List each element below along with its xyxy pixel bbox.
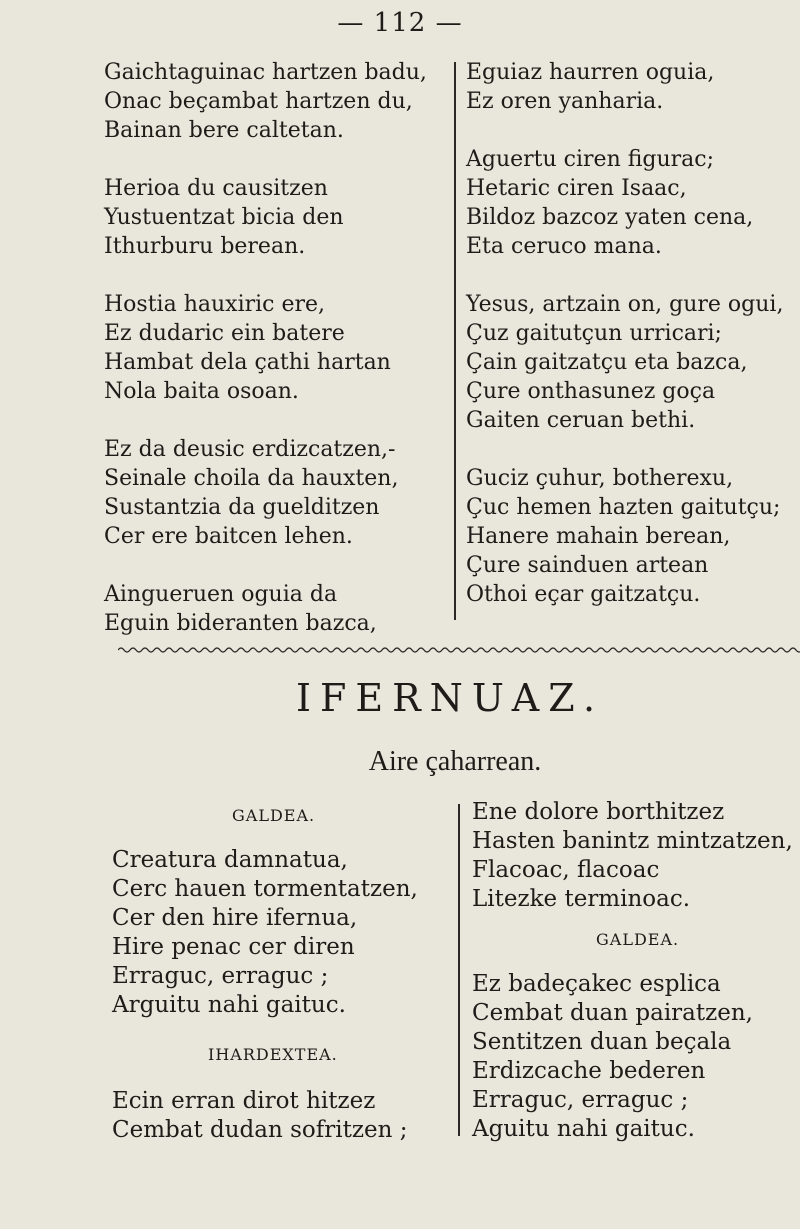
verse-line: Gaiten ceruan bethi. xyxy=(466,408,696,433)
verse-line: Ecin erran dirot hitzez xyxy=(112,1088,376,1114)
verse-line: Ene dolore borthitzez xyxy=(472,799,725,825)
verse-line: Eguiaz haurren oguia, xyxy=(466,60,715,85)
verse-line: Ez dudaric ein batere xyxy=(104,321,345,346)
verse-line: Sentitzen duan beçala xyxy=(472,1029,732,1055)
verse-line: Cembat dudan sofritzen ; xyxy=(112,1117,408,1143)
section-title: IFERNUAZ. xyxy=(295,676,605,720)
verse-line: Cer den hire ifernua, xyxy=(112,905,358,931)
verse-line: Flacoac, flacoac xyxy=(472,857,660,883)
verse-line: Ez da deusic erdizcatzen,- xyxy=(104,437,396,462)
verse-line: Hire penac cer diren xyxy=(112,934,355,960)
verse-line: Çure sainduen artean xyxy=(466,553,709,578)
verse-line: Yustuentzat bicia den xyxy=(104,205,344,230)
verse-line: Çuz gaitutçun urricari; xyxy=(466,321,722,346)
speaker-label: GALDEA. xyxy=(232,806,316,825)
stanza xyxy=(104,580,427,638)
stanza xyxy=(112,1087,418,1145)
stanza xyxy=(466,464,783,609)
verse-line: Ainguеruen oguia da xyxy=(104,582,338,607)
lower-right-column xyxy=(472,798,793,1144)
verse-line: Hambat dela çathi hartan xyxy=(104,350,391,375)
verse-line: Ez badeçakec esplica xyxy=(472,971,721,997)
verse-line: Cer ere baitcen lehen. xyxy=(104,524,353,549)
verse-line: Onac beçambat hartzen du, xyxy=(104,89,413,114)
stanza xyxy=(472,970,793,1144)
verse-line: Erdizcache bederen xyxy=(472,1058,706,1084)
verse-line: Hetaric ciren Isaac, xyxy=(466,176,687,201)
verse-line: Nola baita osoan. xyxy=(104,379,299,404)
stanza xyxy=(104,174,427,261)
verse-line: Erraguc, erraguc ; xyxy=(112,963,329,989)
stanza xyxy=(466,58,783,116)
stanza xyxy=(466,290,783,435)
verse-line: Hostia hauxiric ere, xyxy=(104,292,326,317)
verse-line: Creatura damnatua, xyxy=(112,847,348,873)
column-divider xyxy=(454,62,456,620)
stanza xyxy=(472,798,793,914)
section-subtitle: Aire çaharrean. xyxy=(368,746,542,777)
verse-line: Çuc hemen hazten gaitutçu; xyxy=(466,495,781,520)
verse-line: Yesus, artzain on, gure ogui, xyxy=(466,292,784,317)
verse-line: Cembat duan pairatzen, xyxy=(472,1000,753,1026)
verse-line: Ez oren yanharia. xyxy=(466,89,664,114)
verse-line: Bildoz bazcoz yaten cena, xyxy=(466,205,754,230)
stanza xyxy=(466,145,783,261)
speaker-label: GALDEA. xyxy=(596,930,680,949)
verse-line: Çure onthasunez goça xyxy=(466,379,716,404)
verse-line: Hanere mahain berean, xyxy=(466,524,731,549)
stanza xyxy=(104,58,427,145)
verse-line: Eguin bideranten bazca, xyxy=(104,611,377,636)
verse-line: Litezke terminoac. xyxy=(472,886,691,912)
verse-line: Sustantzia da guelditzen xyxy=(104,495,380,520)
verse-line: Herioa du causitzen xyxy=(104,176,328,201)
verse-line: Guciz çuhur, botherexu, xyxy=(466,466,734,491)
verse-line: Çain gaitzatçu eta bazca, xyxy=(466,350,748,375)
speaker-label: IHARDEXTEA. xyxy=(208,1045,338,1064)
verse-line: Bainan bere caltetan. xyxy=(104,118,344,143)
verse-line: Aguertu ciren figurac; xyxy=(466,147,715,172)
stanza xyxy=(112,846,418,1020)
page-number: — 112 — xyxy=(337,8,463,38)
verse-line: Aguitu nahi gaituc. xyxy=(472,1116,695,1142)
verse-line: Gaichtaguinac hartzen badu, xyxy=(104,60,427,85)
verse-line: Cerc hauen tormentatzen, xyxy=(112,876,418,902)
column-divider xyxy=(458,804,460,1136)
verse-line: Arguitu nahi gaituc. xyxy=(112,992,346,1018)
verse-line: Eta ceruco mana. xyxy=(466,234,662,259)
stanza xyxy=(104,290,427,406)
stanza xyxy=(104,435,427,551)
upper-right-column xyxy=(466,58,783,609)
upper-left-column xyxy=(104,58,427,638)
verse-line: Othoi eçar gaitzatçu. xyxy=(466,582,701,607)
lower-left-column xyxy=(112,806,418,1145)
verse-line: Hasten banintz mintzatzen, xyxy=(472,828,793,854)
verse-line: Erraguc, erraguc ; xyxy=(472,1087,689,1113)
verse-line: Seinale choila da hauxten, xyxy=(104,466,399,491)
wavy-rule xyxy=(118,644,800,656)
verse-line: Ithurburu berean. xyxy=(104,234,306,259)
